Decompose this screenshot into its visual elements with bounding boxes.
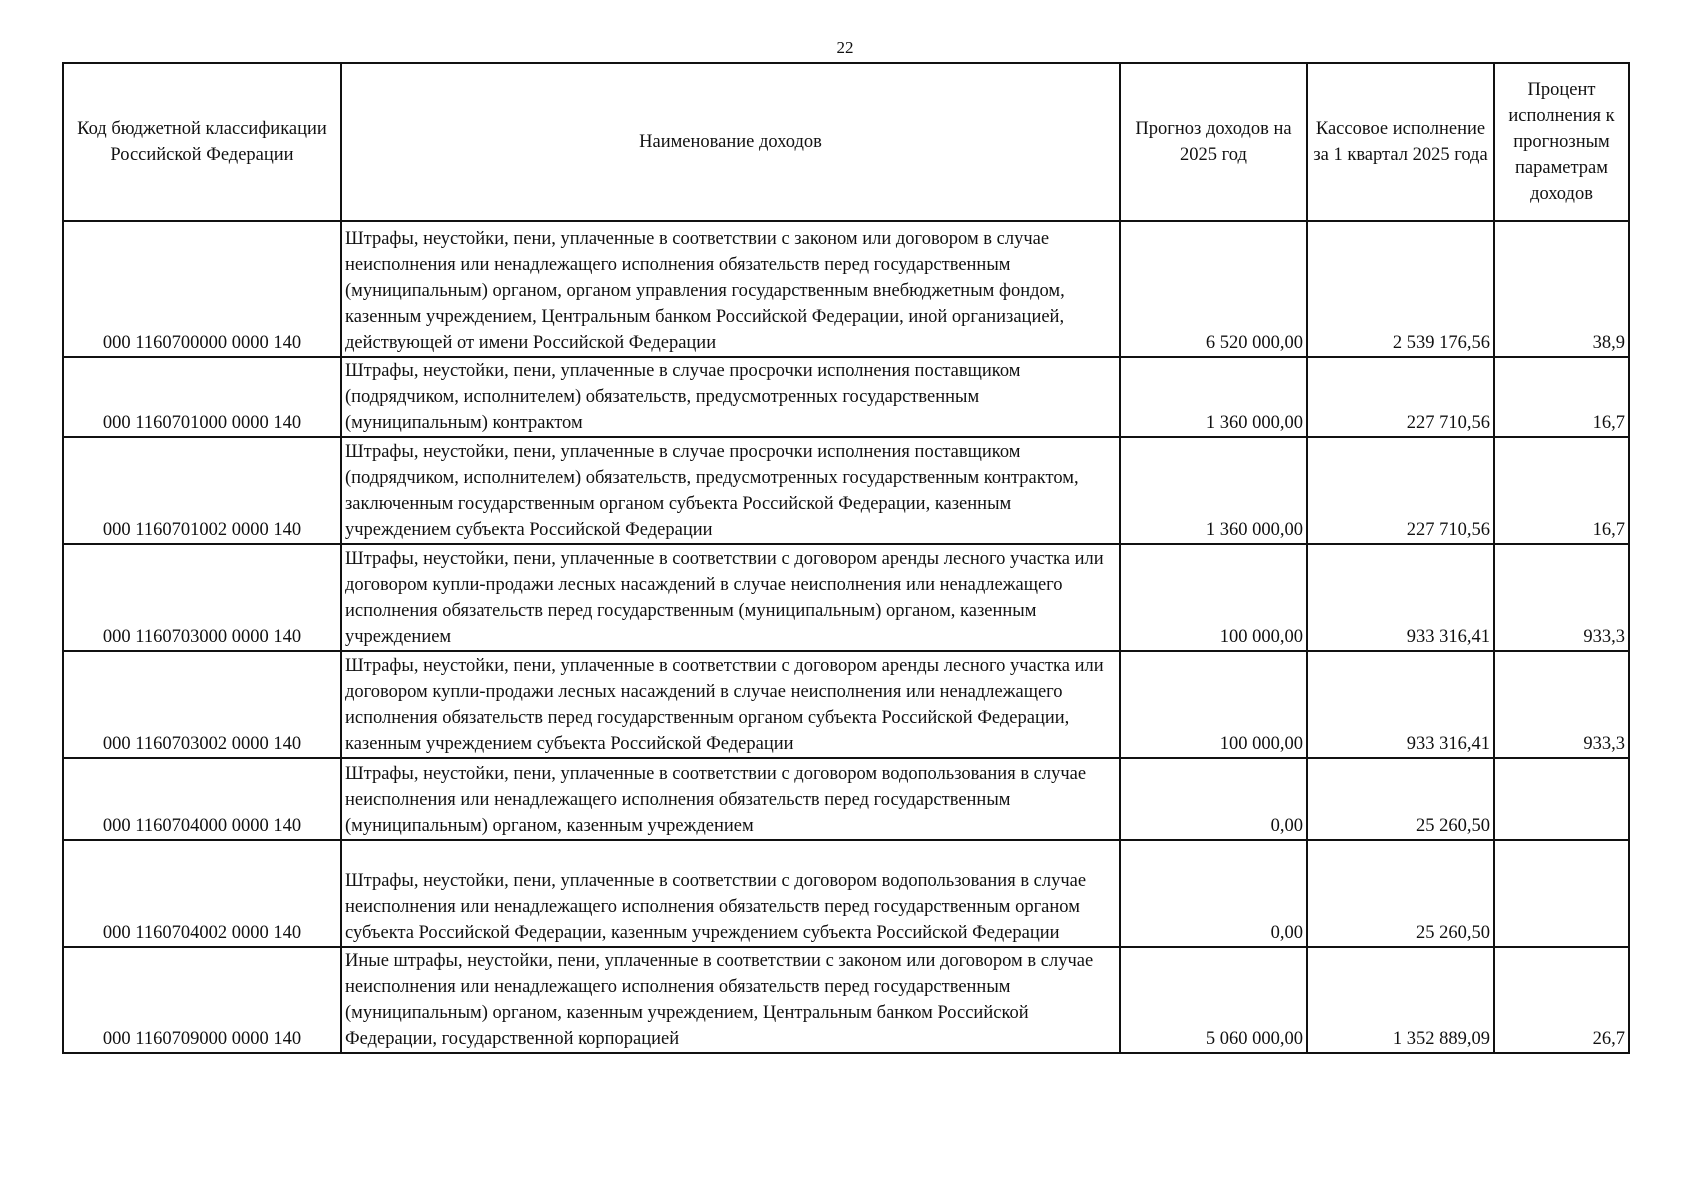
row-forecast: 6 520 000,00: [1120, 221, 1307, 357]
row-percent: 16,7: [1494, 357, 1629, 437]
row-code: 000 1160701000 0000 140: [63, 357, 341, 437]
row-code: 000 1160709000 0000 140: [63, 947, 341, 1053]
row-percent: [1494, 840, 1629, 947]
row-execution: 2 539 176,56: [1307, 221, 1494, 357]
row-execution: 933 316,41: [1307, 544, 1494, 651]
table-row: [63, 840, 1629, 947]
table-row: [63, 947, 1629, 1053]
row-forecast: 1 360 000,00: [1120, 437, 1307, 544]
table-row: [63, 357, 1629, 437]
table-header-row: [63, 63, 1629, 221]
page-number: 22: [836, 38, 854, 57]
header-forecast: Прогноз доходов на 2025 год: [1120, 63, 1307, 221]
row-forecast: 0,00: [1120, 840, 1307, 947]
row-name: Штрафы, неустойки, пени, уплаченные в случае просрочки исполнения поставщиком (подрядчиком, исполнителем) обязательств, предусмотренных государственным (муниципальным) контрактом: [341, 357, 1120, 437]
table-row: [63, 544, 1629, 651]
row-forecast: 5 060 000,00: [1120, 947, 1307, 1053]
row-code: 000 1160703000 0000 140: [63, 544, 341, 651]
row-code: 000 1160701002 0000 140: [63, 437, 341, 544]
row-code: 000 1160700000 0000 140: [63, 221, 341, 357]
table-row: [63, 437, 1629, 544]
row-percent: 38,9: [1494, 221, 1629, 357]
row-forecast: 100 000,00: [1120, 651, 1307, 758]
table-row: [63, 221, 1629, 357]
row-percent: 933,3: [1494, 544, 1629, 651]
header-execution: Кассовое исполнение за 1 квартал 2025 года: [1307, 63, 1494, 221]
row-forecast: 1 360 000,00: [1120, 357, 1307, 437]
revenue-table: [62, 62, 1630, 1054]
row-name: Штрафы, неустойки, пени, уплаченные в соответствии с договором аренды лесного участка или договором купли-продажи лесных насаждений в случае неисполнения или ненадлежащего исполнения обязательств перед государственным (муниципальным) органом, казенным учреждением: [341, 544, 1120, 651]
row-forecast: 0,00: [1120, 758, 1307, 840]
row-code: 000 1160704002 0000 140: [63, 840, 341, 947]
row-percent: 933,3: [1494, 651, 1629, 758]
row-percent: 26,7: [1494, 947, 1629, 1053]
header-percent: Процент исполнения к прогнозным параметрам доходов: [1494, 63, 1629, 221]
row-name: Штрафы, неустойки, пени, уплаченные в случае просрочки исполнения поставщиком (подрядчиком, исполнителем) обязательств, предусмотренных государственным контрактом, заключенным государственным органом субъекта Российской Федерации, казенным учреждением субъекта Российской Федерации: [341, 437, 1120, 544]
row-forecast: 100 000,00: [1120, 544, 1307, 651]
row-code: 000 1160703002 0000 140: [63, 651, 341, 758]
row-execution: 25 260,50: [1307, 758, 1494, 840]
header-code: Код бюджетной классификации Российской Федерации: [63, 63, 341, 221]
row-percent: [1494, 758, 1629, 840]
row-name: Штрафы, неустойки, пени, уплаченные в соответствии с законом или договором в случае неисполнения или ненадлежащего исполнения обязательств перед государственным (муниципальным) органом, органом управления государственным внебюджетным фондом, казенным учреждением, Центральным банком Российской Федерации, иной организацией, действующей от имени Российской Федерации: [341, 221, 1120, 357]
row-name: Штрафы, неустойки, пени, уплаченные в соответствии с договором водопользования в случае неисполнения или ненадлежащего исполнения обязательств перед государственным (муниципальным) органом, казенным учреждением: [341, 758, 1120, 840]
row-code: 000 1160704000 0000 140: [63, 758, 341, 840]
row-execution: 227 710,56: [1307, 437, 1494, 544]
row-name: Иные штрафы, неустойки, пени, уплаченные в соответствии с законом или договором в случае неисполнения или ненадлежащего исполнения обязательств перед государственным (муниципальным) органом, казенным учреждением, Центральным банком Российской Федерации, государственной корпорацией: [341, 947, 1120, 1053]
row-percent: 16,7: [1494, 437, 1629, 544]
table-row: [63, 758, 1629, 840]
row-name: Штрафы, неустойки, пени, уплаченные в соответствии с договором водопользования в случае неисполнения или ненадлежащего исполнения обязательств перед государственным органом субъекта Российской Федерации, казенным учреждением субъекта Российской Федерации: [341, 840, 1120, 947]
row-execution: 933 316,41: [1307, 651, 1494, 758]
row-execution: 227 710,56: [1307, 357, 1494, 437]
table-row: [63, 651, 1629, 758]
row-name: Штрафы, неустойки, пени, уплаченные в соответствии с договором аренды лесного участка или договором купли-продажи лесных насаждений в случае неисполнения или ненадлежащего исполнения обязательств перед государственным органом субъекта Российской Федерации, казенным учреждением субъекта Российской Федерации: [341, 651, 1120, 758]
row-execution: 25 260,50: [1307, 840, 1494, 947]
row-execution: 1 352 889,09: [1307, 947, 1494, 1053]
header-name: Наименование доходов: [341, 63, 1120, 221]
